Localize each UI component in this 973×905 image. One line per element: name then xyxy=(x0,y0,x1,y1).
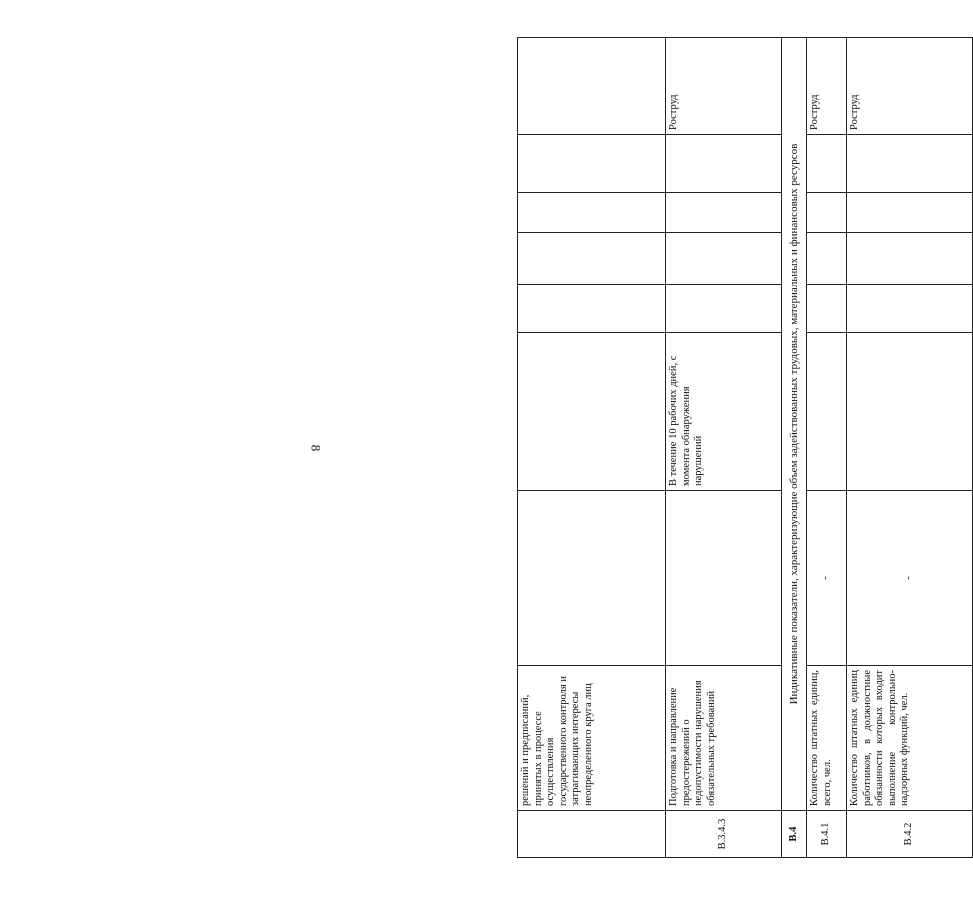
row-cell xyxy=(518,233,666,285)
row-cell xyxy=(807,135,847,193)
row-cell xyxy=(518,285,666,333)
row-code: В.3.4.3 xyxy=(666,811,782,858)
row-deadline: В течение 10 рабочих дней, с момента обнаружения нарушений xyxy=(666,333,782,491)
row-cell xyxy=(666,233,782,285)
row-cell xyxy=(847,193,973,233)
row-cell xyxy=(666,193,782,233)
row-cell xyxy=(666,135,782,193)
row-cell xyxy=(666,491,782,666)
row-cell xyxy=(847,285,973,333)
row-cell xyxy=(807,333,847,491)
row-cell xyxy=(518,38,666,135)
row-cell xyxy=(807,285,847,333)
row-cell xyxy=(518,193,666,233)
indicators-table xyxy=(517,37,973,858)
table-row xyxy=(807,38,847,858)
row-cell xyxy=(847,333,973,491)
row-org: Роструд xyxy=(807,38,847,135)
row-cell xyxy=(807,233,847,285)
row-value: - xyxy=(847,491,973,666)
row-code: В.4.2 xyxy=(847,811,973,858)
table-row xyxy=(847,38,973,858)
row-name: Подготовка и направление предостережений о недопустимости нарушения обязательных требований xyxy=(666,666,782,811)
row-name: решений и предписаний, принятых в процессе осуществления государственного контроля и затрагивающих интересы неопределенного круга лиц xyxy=(518,666,666,811)
section-code: В.4 xyxy=(782,811,807,858)
row-cell xyxy=(518,491,666,666)
row-cell xyxy=(666,285,782,333)
row-cell xyxy=(518,135,666,193)
row-org: Роструд xyxy=(666,38,782,135)
row-value: - xyxy=(807,491,847,666)
row-cell xyxy=(847,135,973,193)
page-number: 8 xyxy=(308,444,324,452)
table-row xyxy=(518,38,666,858)
section-title: Индикативные показатели, характеризующие объем задействованных трудовых, материальных и финансовых ресурсов xyxy=(782,38,807,811)
row-org: Роструд xyxy=(847,38,973,135)
table-row xyxy=(666,38,782,858)
row-cell xyxy=(807,193,847,233)
section-row xyxy=(782,38,807,858)
row-name: Количество штатных единиц, всего, чел. xyxy=(807,666,847,811)
row-cell xyxy=(847,233,973,285)
row-code: В.4.1 xyxy=(807,811,847,858)
row-code xyxy=(518,811,666,858)
row-name: Количество штатных единиц работников, в должностные обязанности которых входит выполнение контрольно-надзорных функций, чел. xyxy=(847,666,973,811)
row-cell xyxy=(518,333,666,491)
indicators-table-rotated xyxy=(517,38,967,858)
